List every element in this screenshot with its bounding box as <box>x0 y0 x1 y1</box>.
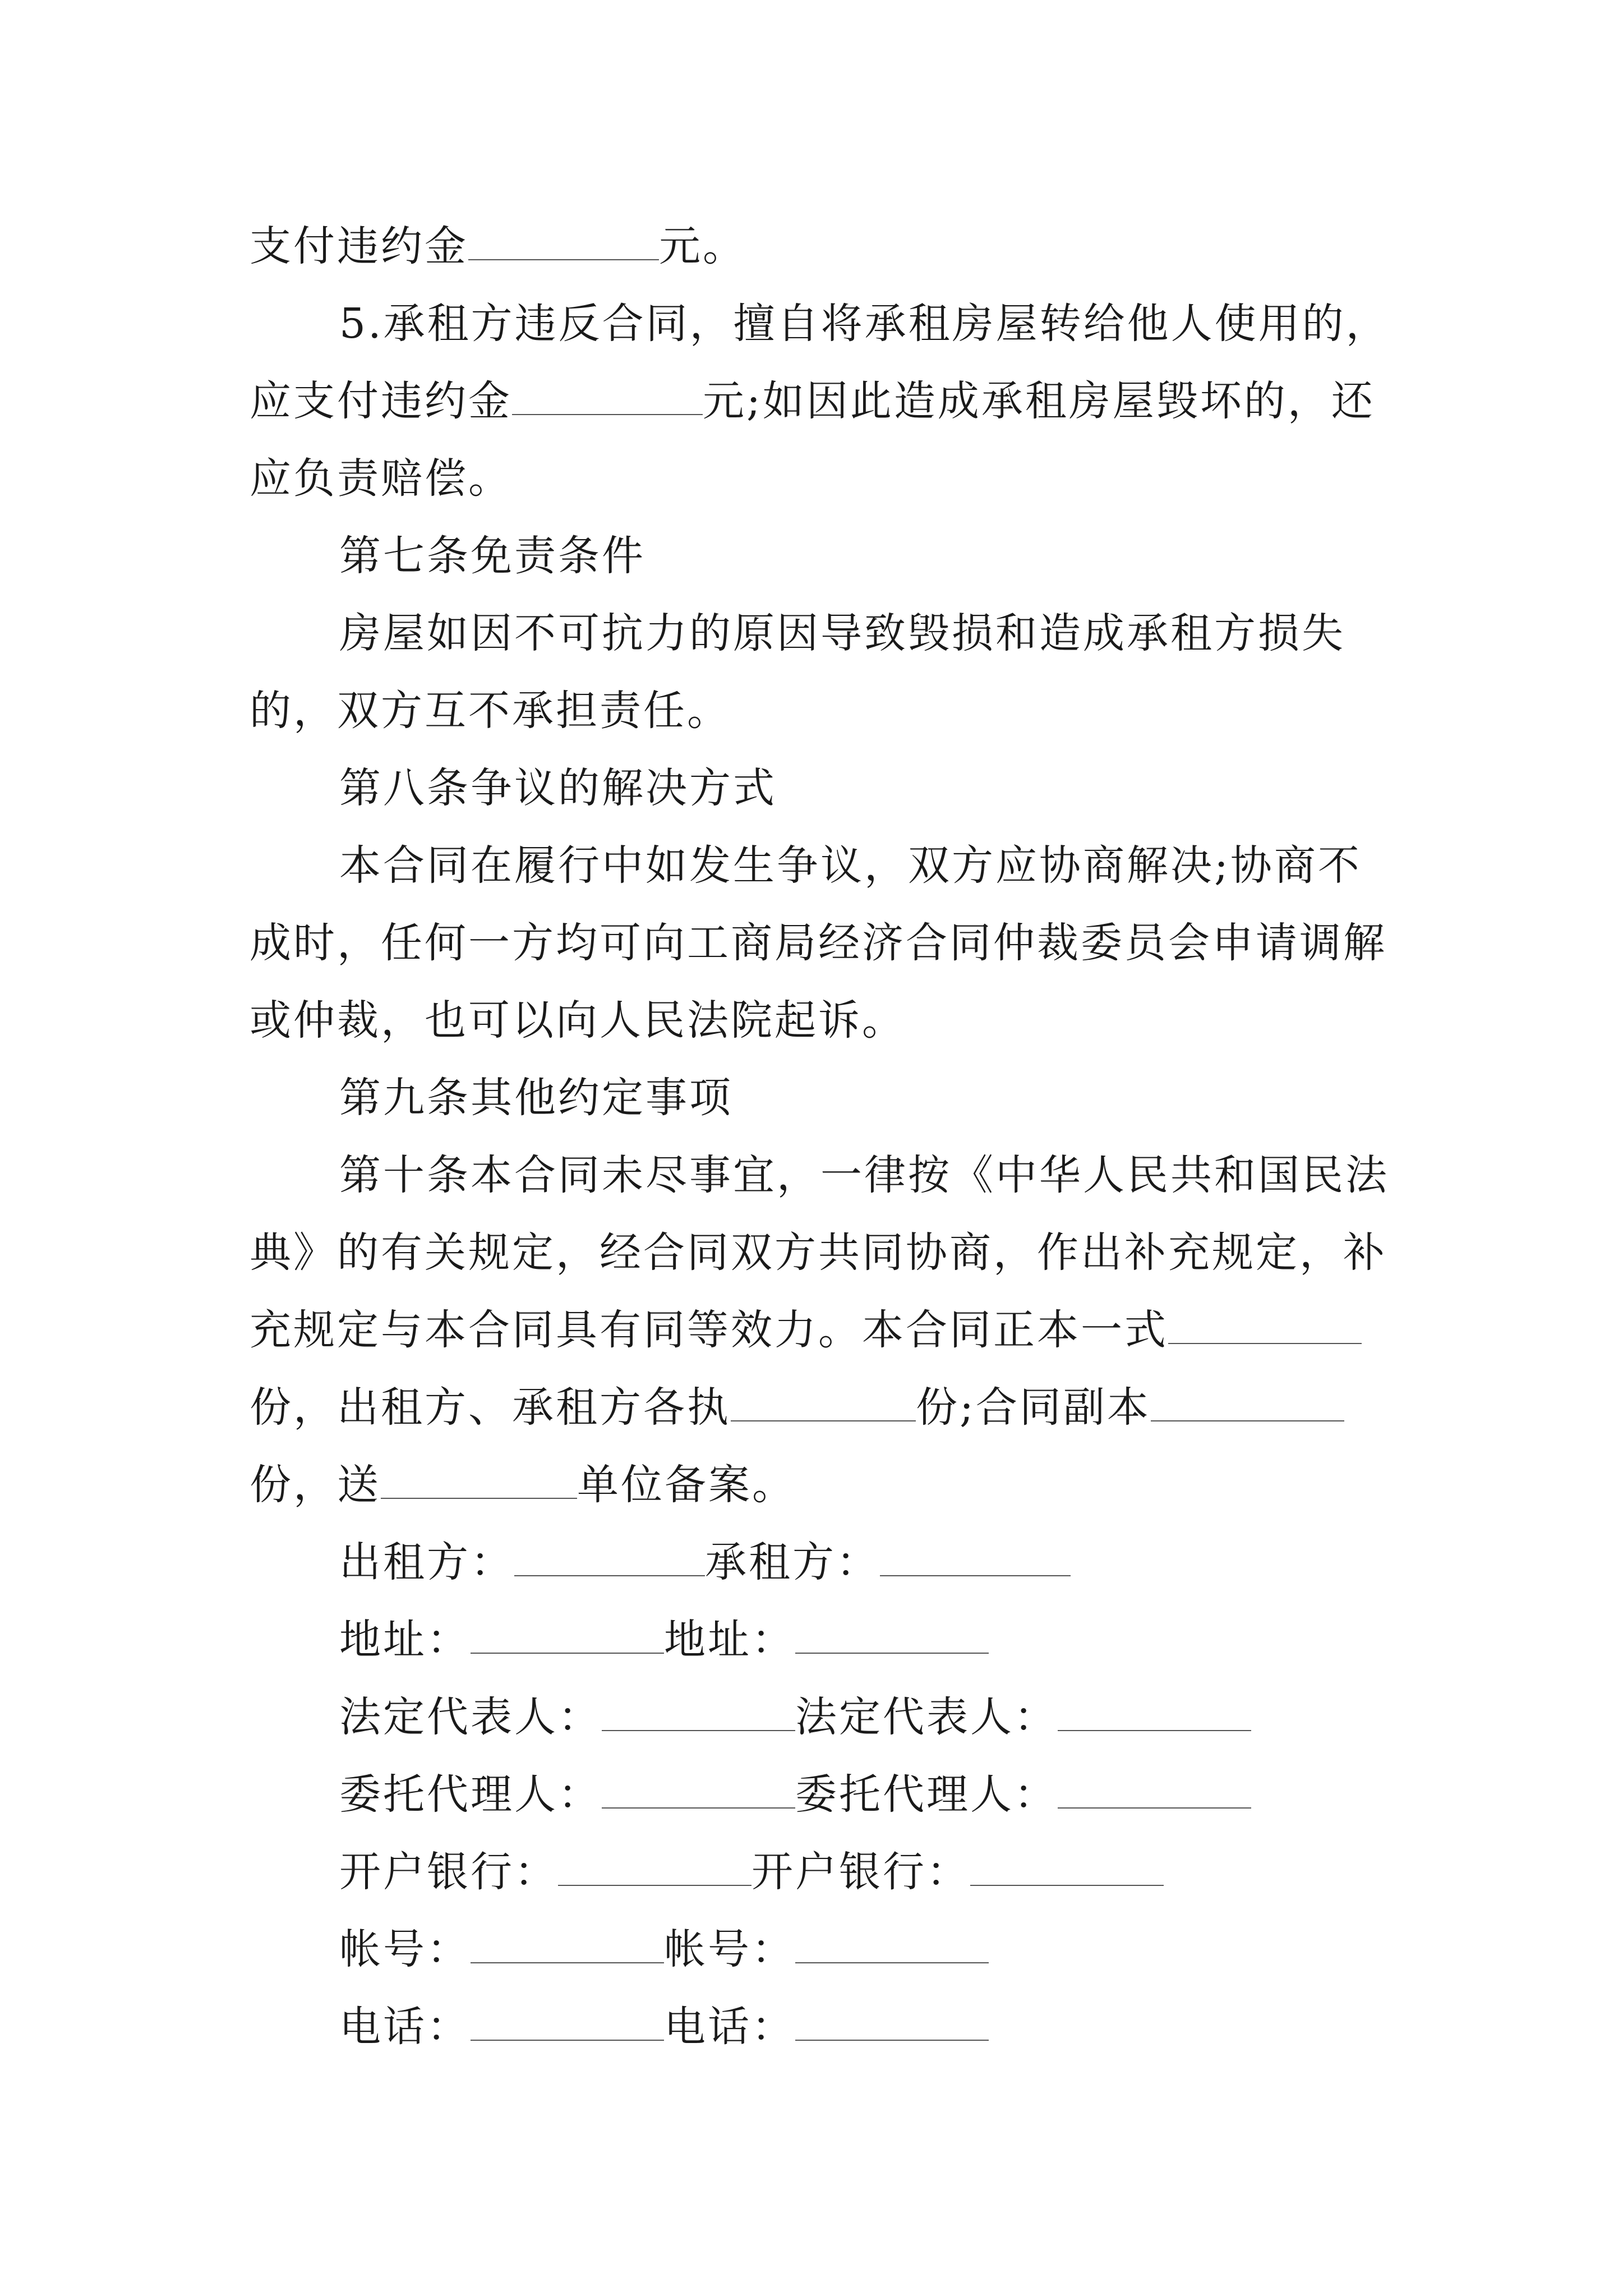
bank-label: 开户银行： <box>339 1848 558 1896</box>
agent-label: 委托代理人： <box>795 1770 1058 1819</box>
address-blank <box>795 1617 989 1654</box>
fill-in-blank <box>468 223 659 260</box>
account-blank <box>795 1926 989 1963</box>
lessor-label: 出租方： <box>339 1538 514 1586</box>
text: 单位备案。 <box>577 1461 796 1509</box>
item5-line-1: 5.承租方违反合同，擅自将承租房屋转给他人使用的， <box>339 300 1390 348</box>
item5-line-2 <box>250 362 1388 440</box>
clause8-line-3: 或仲裁，也可以向人民法院起诉。 <box>250 996 906 1045</box>
clause10-line-5 <box>250 1446 1388 1524</box>
text: 支付违约金 <box>250 222 468 270</box>
clause10-line-2: 典》的有关规定，经合同双方共同协商，作出补充规定，补 <box>250 1228 1387 1277</box>
agent-label: 委托代理人： <box>339 1770 602 1819</box>
fill-in-blank <box>731 1384 916 1421</box>
item5-line-3: 应负责赔偿。 <box>250 454 512 503</box>
text: 元;如因此造成承租房屋毁坏的，还 <box>703 377 1375 425</box>
bank-blank <box>558 1849 751 1886</box>
phone-blank <box>795 2004 989 2041</box>
legal-rep-blank <box>1058 1694 1251 1731</box>
legal-rep-label: 法定代表人： <box>339 1693 602 1741</box>
fill-in-blank <box>1151 1384 1344 1421</box>
clause7-line-2: 的，双方互不承担责任。 <box>250 687 731 735</box>
clause8-line-2: 成时，任何一方均可向工商局经济合同仲裁委员会申请调解 <box>250 919 1387 967</box>
clause10-line-1: 第十条本合同未尽事宜，一律按《中华人民共和国民法 <box>339 1151 1389 1199</box>
clause10-line-4 <box>250 1369 1388 1446</box>
address-label: 地址： <box>664 1616 795 1664</box>
clause10-line-3 <box>250 1291 1388 1369</box>
phone-label: 电话： <box>664 2003 795 2051</box>
signature-rep-row <box>250 1678 1388 1756</box>
signature-agent-row <box>250 1756 1388 1833</box>
fill-in-blank <box>381 1462 577 1499</box>
text: 份，出租方、承租方各执 <box>250 1383 731 1432</box>
text: 份;合同副本 <box>916 1383 1151 1432</box>
bank-blank <box>970 1849 1164 1886</box>
phone-blank <box>471 2004 664 2041</box>
signature-address-row <box>250 1601 1388 1678</box>
signature-bank-row <box>250 1833 1388 1911</box>
fill-in-blank <box>1168 1307 1362 1344</box>
legal-rep-blank <box>602 1694 795 1731</box>
agent-blank <box>602 1772 795 1809</box>
bank-label: 开户银行： <box>751 1848 970 1896</box>
account-label: 帐号： <box>664 1925 795 1973</box>
clause6-tail-line <box>250 208 1388 285</box>
clause7-line-1: 房屋如因不可抗力的原因导致毁损和造成承租方损失 <box>339 609 1345 657</box>
text: 份，送 <box>250 1461 381 1509</box>
lessor-blank <box>514 1539 705 1576</box>
address-label: 地址： <box>339 1616 471 1664</box>
clause8-heading: 第八条争议的解决方式 <box>339 764 777 812</box>
clause7-heading: 第七条免责条件 <box>339 532 645 580</box>
text: 充规定与本合同具有同等效力。本合同正本一式 <box>250 1306 1168 1354</box>
contract-page <box>250 208 1388 2065</box>
fill-in-blank <box>512 378 703 415</box>
agent-blank <box>1058 1772 1251 1809</box>
clause9-heading: 第九条其他约定事项 <box>339 1074 733 1122</box>
account-blank <box>471 1926 664 1963</box>
clause8-line-1: 本合同在履行中如发生争议，双方应协商解决;协商不 <box>339 841 1362 890</box>
signature-phone-row <box>250 1988 1388 2065</box>
text: 应支付违约金 <box>250 377 512 425</box>
text: 元。 <box>659 222 746 270</box>
account-label: 帐号： <box>339 1925 471 1973</box>
lessee-blank <box>880 1539 1071 1576</box>
address-blank <box>471 1617 664 1654</box>
signature-account-row <box>250 1911 1388 1988</box>
signature-lessor-row <box>250 1524 1388 1601</box>
phone-label: 电话： <box>339 2003 471 2051</box>
legal-rep-label: 法定代表人： <box>795 1693 1058 1741</box>
lessee-label: 承租方： <box>705 1538 880 1586</box>
